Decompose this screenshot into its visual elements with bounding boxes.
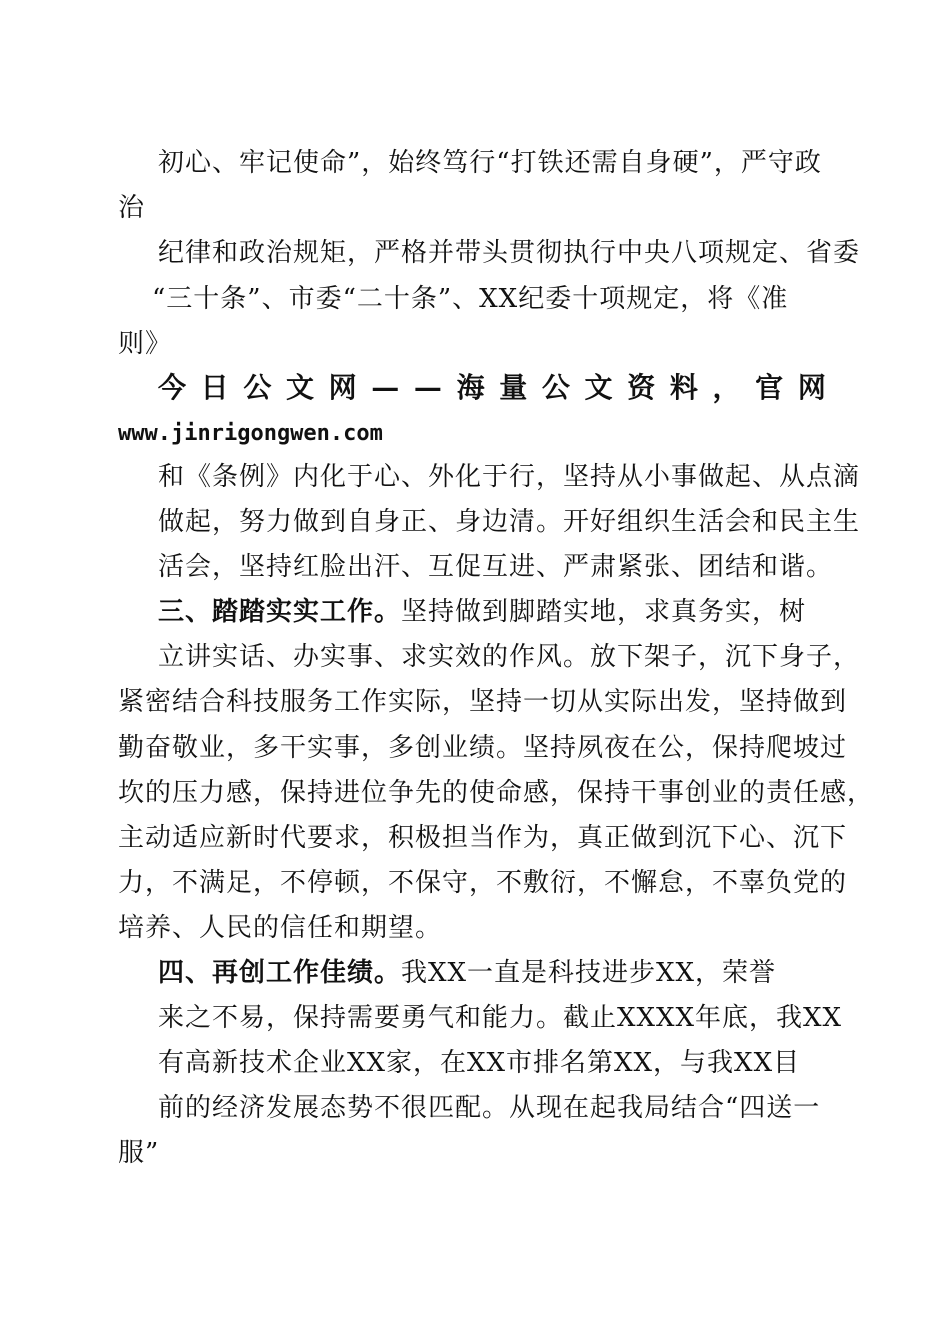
text-line: 初心、牢记使命”，始终笃行“打铁还需自身硬”，严守政: [158, 148, 822, 178]
text-line: “三十条”、市委“二十条”、XX纪委十项规定，将《准: [152, 284, 789, 314]
text-line: 力，不满足，不停顿，不保守，不敷衍，不懈怠，不辜负党的: [118, 868, 848, 898]
banner-char: 海: [456, 371, 485, 404]
text-line: 立讲实话、办实事、求实效的作风。放下架子，沉下身子，: [158, 642, 861, 672]
banner-char: —: [413, 371, 442, 404]
text-line: 来之不易，保持需要勇气和能力。截止XXXX年底，我XX: [158, 1003, 843, 1033]
section-3-lead: 坚持做到脚踏实地，求真务实，树: [401, 597, 807, 627]
text-line: 活会，坚持红脸出汗、互促互进、严肃紧张、团结和谐。: [158, 552, 834, 582]
banner-char: 量: [499, 371, 528, 404]
banner-char: 公: [541, 371, 570, 404]
banner-char: 资: [627, 371, 656, 404]
section-4-paragraph-start: [158, 958, 776, 988]
text-line: 培养、人民的信任和期望。: [118, 913, 443, 943]
banner-char: —: [371, 371, 400, 404]
text-line: 紧密结合科技服务工作实际，坚持一切从实际出发，坚持做到: [118, 687, 848, 717]
text-line: 主动适应新时代要求，积极担当作为，真正做到沉下心、沉下: [118, 823, 848, 853]
section-4-heading: 四、再创工作佳绩。: [158, 958, 402, 988]
banner-char: 日: [200, 371, 229, 404]
text-line: 做起，努力做到自身正、身边清。开好组织生活会和民主生: [158, 507, 861, 537]
banner-char: 网: [797, 371, 826, 404]
text-line: 则》: [118, 329, 173, 359]
banner-char: 料: [669, 371, 698, 404]
text-line: 治: [118, 193, 146, 223]
banner-char: 网: [328, 371, 357, 404]
section-3-paragraph-start: [158, 597, 806, 627]
banner-char: 今: [158, 371, 187, 404]
section-3-heading: 三、踏踏实实工作。: [158, 597, 402, 627]
text-line: 纪律和政治规矩，严格并带头贯彻执行中央八项规定、省委: [158, 238, 861, 268]
text-line: 前的经济发展态势不很匹配。从现在起我局结合“四送一: [158, 1093, 821, 1123]
banner-char: 官: [755, 371, 784, 404]
watermark-banner: [158, 373, 826, 403]
banner-char: 文: [285, 371, 314, 404]
section-4-lead: 我XX一直是科技进步XX，荣誉: [401, 958, 777, 988]
banner-char: ，: [712, 371, 741, 404]
banner-char: 文: [584, 371, 613, 404]
text-line: 坎的压力感，保持进位争先的使命感，保持干事创业的责任感，: [118, 778, 875, 808]
text-line: 服”: [118, 1138, 160, 1168]
text-line: 勤奋敬业，多干实事，多创业绩。坚持夙夜在公，保持爬坡过: [118, 733, 848, 763]
text-line: 和《条例》内化于心、外化于行，坚持从小事做起、从点滴: [158, 462, 861, 492]
banner-char: 公: [243, 371, 272, 404]
text-line: 有高新技术企业XX家，在XX市排名第XX，与我XX目: [158, 1048, 801, 1078]
watermark-url: www.jinrigongwen.com: [118, 421, 383, 446]
